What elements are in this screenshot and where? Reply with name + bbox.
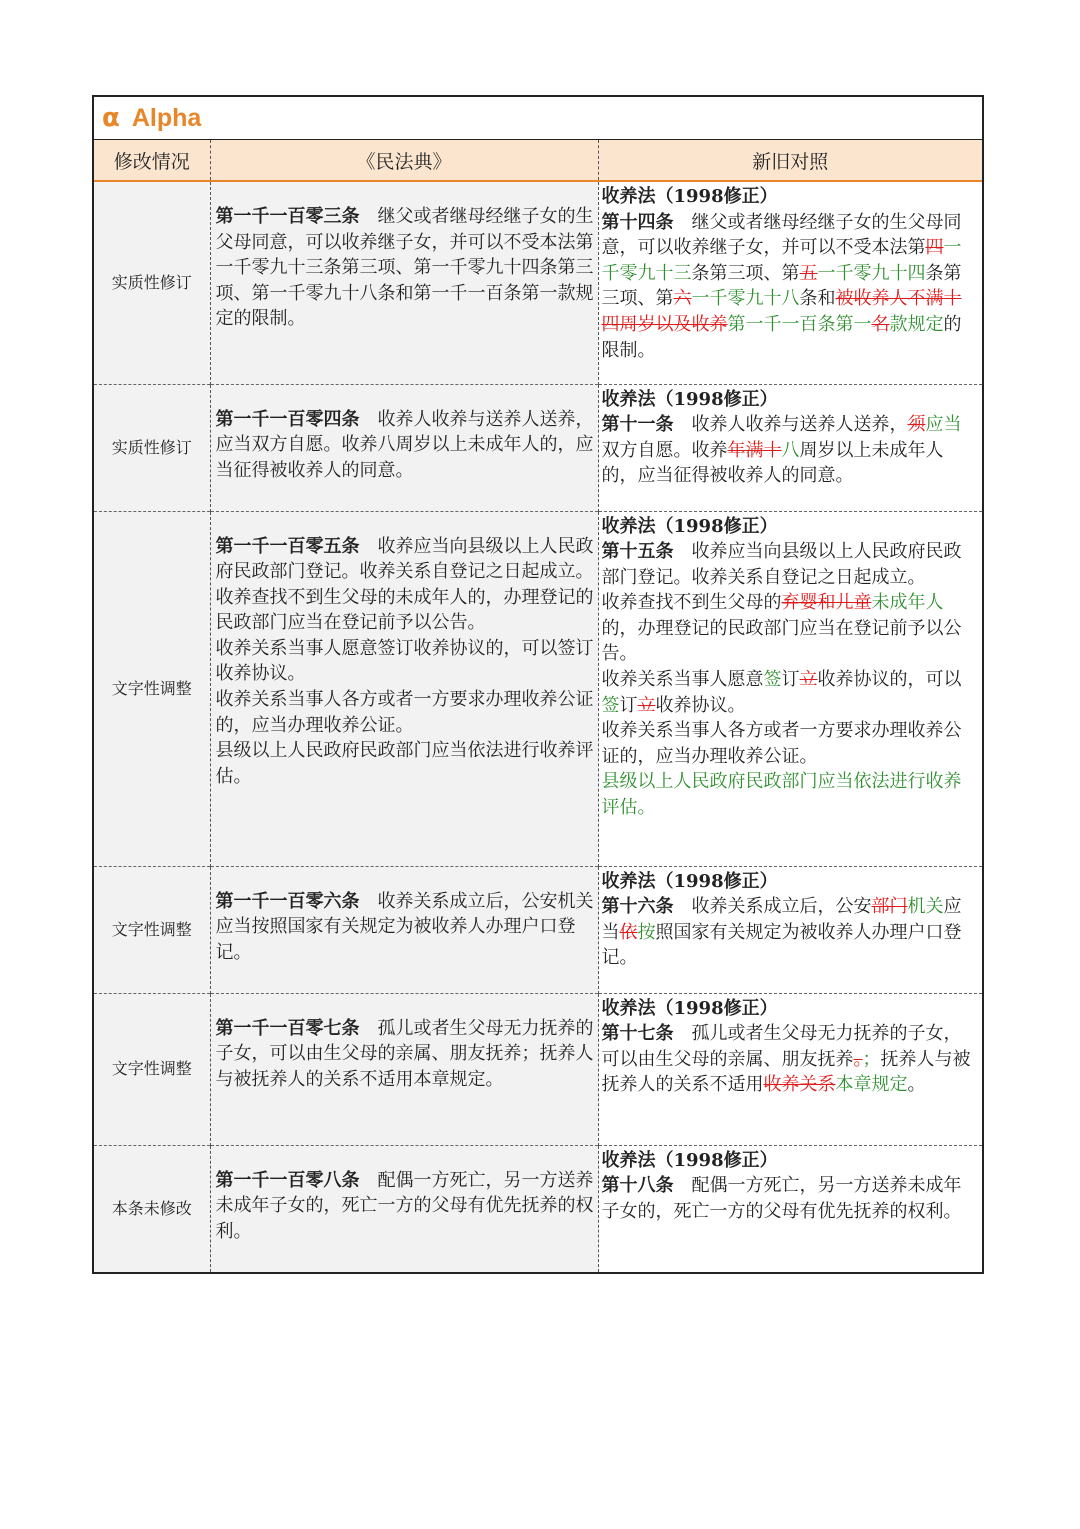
brand-name: Alpha	[131, 103, 202, 132]
added-text: 签	[763, 669, 782, 691]
old-article-number: 第十六条	[601, 896, 692, 918]
source-law-title: 收养法（1998修正）	[601, 388, 778, 410]
comparison-cell	[598, 1145, 982, 1272]
header-civil-code: 《民法典》	[210, 140, 598, 181]
civil-code-cell	[210, 181, 598, 384]
article-text: 收养人收养与送养人送养，应当双方自愿。收养八周岁以上未成年人的，应当征得被收养人的同意。	[215, 408, 594, 481]
old-article-number: 第十一条	[601, 414, 692, 436]
comparison-paragraph	[602, 539, 980, 590]
change-status: 文字性调整	[94, 866, 210, 993]
table-row	[94, 181, 982, 384]
comparison-paragraph	[602, 894, 980, 971]
article-text: 配偶一方死亡，另一方送养未成年子女的，死亡一方的父母有优先抚养的权利。	[215, 1169, 594, 1242]
alpha-logo-icon: α	[102, 103, 120, 133]
deleted-text: 立	[637, 694, 656, 716]
old-article-number: 第十八条	[601, 1175, 692, 1197]
deleted-text: 六	[673, 288, 692, 310]
added-text: 一千零九十四	[817, 262, 926, 284]
comparison-paragraph	[602, 1021, 980, 1098]
added-text: ；	[862, 1048, 881, 1070]
deleted-text: 须	[907, 414, 926, 436]
table-row	[94, 866, 982, 993]
header-comparison: 新旧对照	[598, 140, 982, 181]
deleted-text: 部门	[871, 896, 908, 918]
old-article-number: 第十七条	[601, 1023, 692, 1045]
unchanged-text: 的，办理登记的民政部门应当在登记前予以公告。	[601, 617, 962, 665]
source-law-title: 收养法（1998修正）	[601, 1149, 778, 1171]
article-text: 孤儿或者生父母无力抚养的子女，可以由生父母的亲属、朋友抚养；抚养人与被抚养人的关系不适用本章规定。	[215, 1017, 594, 1090]
old-article-number: 第十五条	[601, 541, 692, 563]
change-status: 文字性调整	[94, 993, 210, 1145]
deleted-text: 收养关系	[763, 1074, 836, 1096]
civil-code-paragraph	[216, 407, 594, 484]
unchanged-text: 收养关系成立后，公安	[691, 896, 872, 918]
added-text: 应当	[925, 414, 962, 436]
table-row	[94, 993, 982, 1145]
comparison-cell	[598, 511, 982, 866]
comparison-paragraph	[602, 1173, 980, 1224]
deleted-text: 被收养人不满十四周岁以及收养	[601, 288, 962, 335]
source-law-title: 收养法（1998修正）	[601, 870, 778, 892]
comparison-paragraph	[602, 718, 980, 769]
article-number: 第一千一百零四条	[215, 408, 360, 430]
civil-code-cell	[210, 866, 598, 993]
civil-code-paragraph	[216, 1168, 594, 1245]
deleted-text: 弃婴和儿童	[781, 592, 872, 614]
table-row	[94, 511, 982, 866]
comparison-paragraph	[602, 769, 980, 820]
deleted-text: 依	[619, 921, 638, 943]
article-number: 第一千一百零三条	[215, 206, 360, 227]
unchanged-text: 配偶一方死亡，另一方送养未成年子女的，死亡一方的父母有优先抚养的权利。	[601, 1175, 962, 1222]
unchanged-text: 双方自愿。收养	[601, 439, 728, 461]
change-status: 文字性调整	[94, 511, 210, 866]
unchanged-text: 照国家有关规定为被收养人办理户口登记。	[601, 921, 962, 969]
table-body	[94, 181, 982, 1272]
article-number: 第一千一百零七条	[215, 1017, 360, 1039]
unchanged-text: 收养协议。	[655, 694, 746, 716]
added-text: 一千零九十三	[601, 237, 962, 284]
brand-bar	[94, 97, 982, 140]
unchanged-text: 。	[907, 1074, 926, 1096]
added-text: 签	[601, 694, 620, 716]
unchanged-text: 条和	[799, 288, 836, 310]
deleted-text: 立	[799, 669, 818, 691]
unchanged-text: 周岁以上未成年人的，应当征得被收养人的同意。	[601, 439, 944, 487]
source-law-title: 收养法（1998修正）	[601, 186, 778, 207]
deleted-text: 名	[871, 313, 890, 335]
added-text: 按	[637, 921, 656, 943]
old-article-number: 第十四条	[601, 211, 692, 233]
civil-code-paragraph: 收养查找不到生父母的未成年人的，办理登记的民政部门应当在登记前予以公告。	[215, 586, 594, 634]
comparison-document	[92, 95, 984, 1274]
table-row	[94, 384, 982, 511]
table-header-row	[94, 140, 982, 181]
comparison-cell	[598, 866, 982, 993]
unchanged-text: 收养人收养与送养人送养，	[691, 414, 908, 436]
unchanged-text: 的限制。	[601, 313, 962, 361]
table-row	[94, 1145, 982, 1272]
added-text: 八	[781, 439, 800, 461]
source-law-title: 收养法（1998修正）	[601, 515, 778, 537]
added-text: 本章规定	[835, 1074, 908, 1096]
article-number: 第一千一百零八条	[215, 1169, 360, 1191]
comparison-cell	[598, 993, 982, 1145]
added-text: 未成年人	[871, 592, 944, 614]
deleted-text: 。	[853, 1048, 863, 1070]
unchanged-text: 抚养人与被抚养人的关系不适用	[601, 1048, 971, 1096]
unchanged-text: 收养关系当事人各方或者一方要求办理收养公证的，应当办理收养公证。	[601, 720, 962, 767]
article-text: 继父或者继母经继子女的生父母同意，可以收养继子女，并可以不受本法第一千零九十三条第三项、第一千零九十四条第三项、第一千零九十八条和第一千一百条第一款规定的限制。	[215, 206, 594, 330]
article-number: 第一千一百零五条	[215, 535, 360, 557]
unchanged-text: 条第三项、第	[691, 262, 800, 284]
civil-code-paragraph	[216, 889, 594, 966]
added-text: 机关	[907, 896, 944, 918]
added-text: 县级以上人民政府民政部门应当依法进行收养评估。	[601, 771, 962, 819]
unchanged-text: 收养查找不到生父母的	[601, 592, 782, 614]
unchanged-text: 继父或者继母经继子女的生父母同意，可以收养继子女，并可以不受本法第	[601, 211, 962, 259]
civil-code-paragraph: 收养关系当事人各方或者一方要求办理收养公证的，应当办理收养公证。	[215, 689, 594, 736]
civil-code-cell	[210, 993, 598, 1145]
comparison-paragraph	[602, 412, 980, 489]
comparison-paragraph	[602, 210, 980, 364]
unchanged-text: 订	[619, 694, 638, 716]
civil-code-cell	[210, 511, 598, 866]
article-text: 收养关系成立后，公安机关应当按照国家有关规定为被收养人办理户口登记。	[215, 890, 594, 963]
civil-code-paragraph	[216, 534, 594, 585]
unchanged-text: 孤儿或者生父母无力抚养的子女，可以由生父母的亲属、朋友抚养	[601, 1023, 962, 1070]
change-status: 实质性修订	[94, 181, 210, 384]
deleted-text: 四	[925, 237, 944, 259]
comparison-paragraph	[602, 590, 980, 667]
deleted-text: 五	[799, 262, 818, 284]
unchanged-text: 订	[781, 669, 800, 691]
article-text: 收养应当向县级以上人民政府民政部门登记。收养关系自登记之日起成立。	[215, 535, 594, 583]
civil-code-cell	[210, 1145, 598, 1272]
civil-code-paragraph: 县级以上人民政府民政部门应当依法进行收养评估。	[215, 740, 594, 787]
comparison-cell	[598, 384, 982, 511]
unchanged-text: 收养关系当事人愿意	[601, 669, 764, 691]
change-status: 实质性修订	[94, 384, 210, 511]
deleted-text: 年满十	[727, 439, 782, 461]
unchanged-text: 应当	[601, 896, 962, 943]
added-text: 一千零九十八	[691, 288, 800, 310]
comparison-paragraph	[602, 667, 980, 718]
change-status: 本条未修改	[94, 1145, 210, 1272]
article-number: 第一千一百零六条	[215, 890, 360, 912]
civil-code-paragraph: 收养关系当事人愿意签订收养协议的，可以签订收养协议。	[215, 637, 594, 685]
added-text: 第一千一百条第一	[727, 313, 872, 335]
comparison-cell	[598, 181, 982, 384]
unchanged-text: 条第三项、第	[601, 262, 962, 310]
civil-code-cell	[210, 384, 598, 511]
comparison-table	[94, 140, 982, 1272]
civil-code-paragraph	[216, 1016, 594, 1093]
unchanged-text: 收养协议的，可以	[817, 669, 962, 691]
added-text: 款规定	[889, 313, 944, 335]
source-law-title: 收养法（1998修正）	[601, 997, 778, 1019]
civil-code-paragraph	[216, 204, 594, 332]
unchanged-text: 收养应当向县级以上人民政府民政部门登记。收养关系自登记之日起成立。	[601, 541, 962, 588]
header-status: 修改情况	[94, 140, 210, 181]
